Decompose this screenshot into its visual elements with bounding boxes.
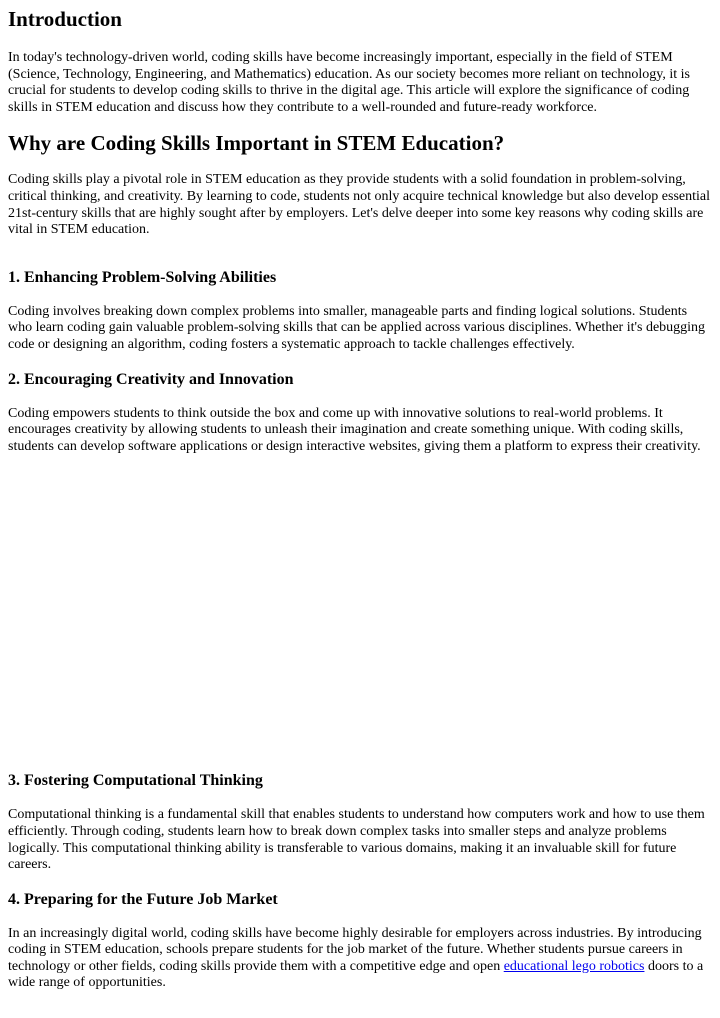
section-heading-problem-solving: 1. Enhancing Problem-Solving Abilities [8, 268, 277, 286]
section-paragraph-job-market [8, 926, 714, 992]
intro-paragraph: In today's technology-driven world, coding skills have become increasingly important, especially in the field of STEM (Science, Technology, Engineering, and Mathematics) education. As our society becomes more reliant on technology, it is crucial for students to develop coding skills to thrive in the digital age. This article will explore the significance of coding skills in STEM education and discuss how they contribute to a well-rounded and future-ready workforce. [8, 50, 690, 115]
section-paragraph-computational-thinking: Computational thinking is a fundamental skill that enables students to understand how computers work and how to use them efficiently. Through coding, students learn how to break down complex tasks into smaller steps and analyze problems logically. This computational thinking ability is transferable to various domains, making it an invaluable skill for future careers. [8, 807, 705, 873]
section-heading-computational-thinking: 3. Fostering Computational Thinking [8, 772, 263, 790]
blank-spacer [8, 455, 714, 771]
why-heading: Why are Coding Skills Important in STEM Education? [8, 131, 505, 156]
section-heading-creativity: 2. Encouraging Creativity and Innovation [8, 370, 294, 388]
article [8, 0, 714, 992]
section-paragraph-problem-solving: Coding involves breaking down complex problems into smaller, manageable parts and finding logical solutions. Students who learn coding gain valuable problem-solving skills that can be applied across various disciplines. Whether it's debugging code or designing an algorithm, coding fosters a systematic approach to tackle challenges effectively. [8, 303, 706, 352]
section-heading-job-market: 4. Preparing for the Future Job Market [8, 890, 278, 908]
job-market-text-before-link: In an increasingly digital world, coding skills have become highly desirable for employers across industries. By introducing coding in STEM education, schools prepare students for the job market of the future. Whether students pursue careers in technology or other fields, coding skills provide them with a competitive edge and open [8, 925, 702, 974]
educational-lego-robotics-link[interactable]: educational lego robotics [503, 958, 645, 974]
intro-heading: Introduction [8, 7, 122, 31]
section-paragraph-creativity: Coding empowers students to think outside the box and come up with innovative solutions to real-world problems. It encourages creativity by allowing students to unleash their imagination and create something unique. With coding skills, students can develop software applications or design interactive websites, giving them a platform to express their creativity. [8, 405, 701, 454]
job-market-text-after-link: doors to a wide range of opportunities. [8, 958, 704, 991]
why-paragraph: Coding skills play a pivotal role in STEM education as they provide students with a solid foundation in problem-solving, critical thinking, and creativity. By learning to code, students not only acquire technical knowledge but also develop essential 21st-century skills that are highly sought after by employers. Let's delve deeper into some key reasons why coding skills are vital in STEM education. [8, 172, 711, 238]
